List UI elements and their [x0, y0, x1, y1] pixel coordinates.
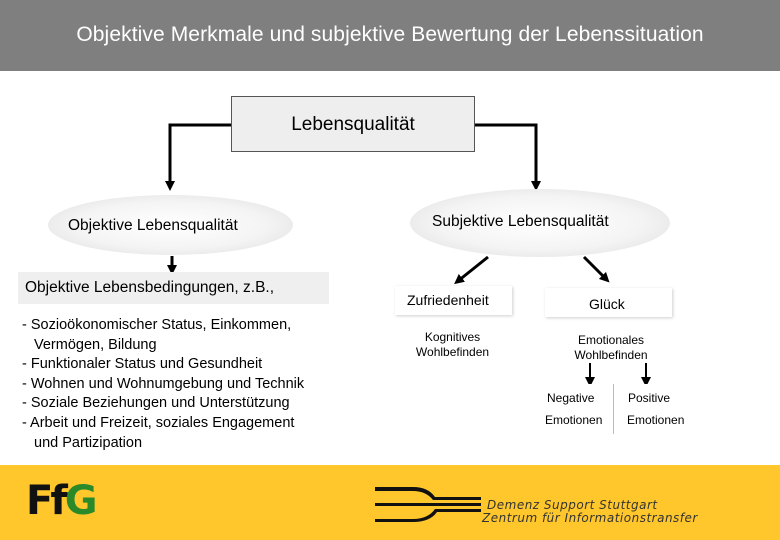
arrow-to-objective — [170, 125, 231, 186]
glueck-box — [545, 288, 672, 317]
subjective-label: Subjektive Lebensqualität — [432, 213, 609, 230]
list-item: - Funktionaler Status und Gesundheit — [22, 356, 263, 373]
conditions-list — [22, 316, 304, 453]
kognitives-label: Kognitives Wohlbefinden — [415, 330, 490, 359]
list-item: - Soziale Beziehungen und Unterstützung — [22, 395, 290, 412]
negative-label: Negative — [547, 391, 595, 405]
root-box: Lebensqualität — [231, 96, 475, 152]
glueck-label: Glück — [589, 296, 625, 312]
zufriedenheit-box — [395, 286, 512, 315]
arrow-to-glueck — [584, 257, 606, 279]
org-line-2: Zentrum für Informationstransfer — [482, 511, 698, 525]
list-item: - Arbeit und Freizeit, soziales Engagement — [22, 414, 295, 431]
emotionales-label: Emotionales Wohlbefinden — [574, 333, 648, 362]
list-item: Vermögen, Bildung — [34, 336, 157, 353]
page-title: Objektive Merkmale und subjektive Bewertung der Lebenssituation — [76, 23, 704, 46]
list-item: und Partizipation — [34, 434, 143, 451]
objective-label: Objektive Lebensqualität — [68, 217, 238, 234]
positive-label: Positive — [628, 391, 671, 405]
ffg-logo: FfG — [26, 478, 95, 524]
arrow-to-subjective — [475, 125, 536, 186]
org-line-1: Demenz Support Stuttgart — [487, 498, 658, 512]
dss-logo-icon — [373, 483, 483, 523]
arrow-to-zufriedenheit — [458, 257, 488, 281]
negative-label-2: Emotionen — [545, 413, 603, 427]
conditions-box: Objektive Lebensbedingungen, z.B., — [18, 272, 329, 304]
list-item: - Wohnen und Wohnumgebung und Technik — [22, 375, 305, 392]
positive-label-2: Emotionen — [627, 413, 685, 427]
zufriedenheit-label: Zufriedenheit — [407, 292, 489, 308]
list-item: - Sozioökonomischer Status, Einkommen, — [22, 317, 292, 333]
